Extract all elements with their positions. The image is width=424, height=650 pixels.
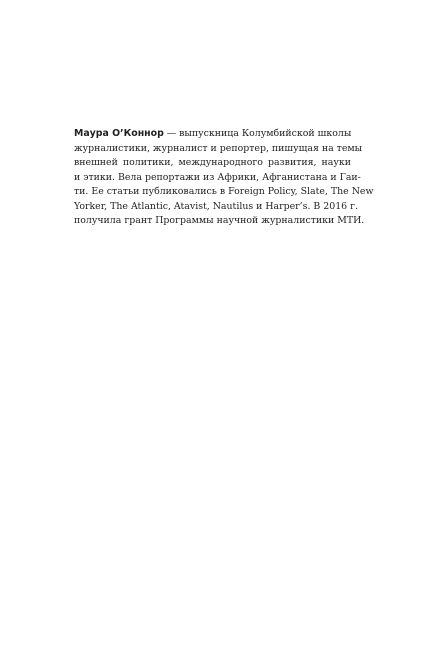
bio-line: получила грант Программы научной журналистики МТИ. bbox=[74, 215, 365, 226]
bio-line: и этики. Вела репортажи из Африки, Афганистана и Гаи- bbox=[74, 171, 361, 183]
bio-line: ти. Ее статьи публиковались в Foreign Policy, Slate, The New bbox=[74, 186, 374, 197]
bio-line: журналистики, журналист и репортер, пишущая на темы bbox=[74, 142, 363, 154]
bio-line-text: — выпускница Колумбийской школы bbox=[163, 128, 352, 139]
bio-line: Yorker, The Atlantic, Atavist, Nautilus и Harper’s. В 2016 г. bbox=[74, 200, 359, 212]
author-bio-paragraph bbox=[74, 127, 374, 229]
bio-line: внешней политики, международного развития, науки bbox=[74, 157, 351, 168]
author-name: Маура О’Коннор bbox=[74, 128, 164, 139]
bio-line bbox=[74, 127, 351, 142]
